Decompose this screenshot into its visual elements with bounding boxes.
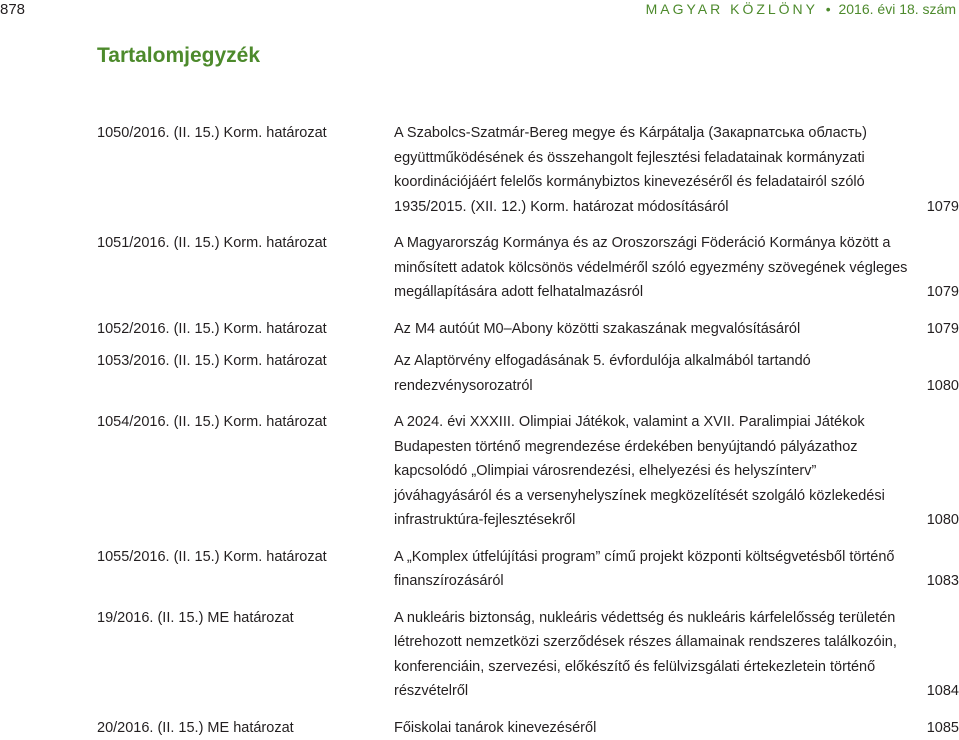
entry-id: 1051/2016. (II. 15.) Korm. határozat [97,231,394,305]
entry-title: A 2024. évi XXXIII. Olimpiai Játékok, valamint a XVII. Paralimpiai Játékok Budapesten történő megrendezése érdekében benyújtandó pályázathoz kapcsolódó „Olimpiai városrendezési, elhelyezési és helyszínterv” jóváhagyásáról és a versenyhelyszínek megközelítését szolgáló közlekedési infrastruktúra-fejlesztésekről [394,410,914,533]
page-title: Tartalomjegyzék [97,44,260,68]
entry-id: 19/2016. (II. 15.) ME határozat [97,606,394,704]
entry-page: 1080 [914,374,959,399]
entry-id: 1054/2016. (II. 15.) Korm. határozat [97,410,394,533]
entry-page: 1085 [914,716,959,740]
entry-page: 1079 [914,195,959,220]
toc-entry [97,716,959,740]
toc-entry [97,349,959,398]
issue-label: 2016. évi 18. szám [838,1,956,17]
toc-entry [97,545,959,594]
entry-title: A Magyarország Kormánya és az Oroszországi Föderáció Kormánya között a minősített adatok kölcsönös védelméről szóló egyezmény szövegének végleges megállapítására adott felhatalmazásról [394,231,914,305]
toc-entry [97,606,959,704]
entry-id: 1053/2016. (II. 15.) Korm. határozat [97,349,394,398]
entry-id: 20/2016. (II. 15.) ME határozat [97,716,394,740]
entry-id: 1050/2016. (II. 15.) Korm. határozat [97,121,394,219]
entry-page: 1080 [914,508,959,533]
entry-title: A „Komplex útfelújítási program” című projekt központi költségvetésből történő finanszírozásáról [394,545,914,594]
entry-id: 1052/2016. (II. 15.) Korm. határozat [97,317,394,342]
table-of-contents [97,121,959,740]
toc-entry [97,231,959,305]
toc-entry [97,317,959,342]
entry-id: 1055/2016. (II. 15.) Korm. határozat [97,545,394,594]
toc-entry [97,410,959,533]
page-number: 878 [0,1,25,18]
toc-entry [97,121,959,219]
entry-title: A Szabolcs-Szatmár-Bereg megye és Kárpátalja (Закарпатська область) együttműködésének és összehangolt fejlesztési feladatainak kormányzati koordinációjáért felelős kormánybiztos kinevezéséről és feladatairól szóló 1935/2015. (XII. 12.) Korm. határozat módosításáról [394,121,914,219]
entry-title: A nukleáris biztonság, nukleáris védettség és nukleáris kárfelelősség területén létrehozott nemzetközi szerződések részes államainak rendszeres találkozóin, konferenciáin, szervezési, előkészítő és felülvizsgálati értekezletein történő részvételről [394,606,914,704]
running-header [646,1,956,17]
journal-title: MAGYAR KÖZLÖNY [646,1,818,17]
journal-separator: • [822,1,835,17]
entry-title: Főiskolai tanárok kinevezéséről [394,716,914,740]
entry-title: Az M4 autóút M0–Abony közötti szakaszának megvalósításáról [394,317,914,342]
entry-page: 1079 [914,280,959,305]
entry-page: 1084 [914,679,959,704]
entry-page: 1083 [914,569,959,594]
entry-page: 1079 [914,317,959,342]
entry-title: Az Alaptörvény elfogadásának 5. évfordulója alkalmából tartandó rendezvénysorozatról [394,349,914,398]
